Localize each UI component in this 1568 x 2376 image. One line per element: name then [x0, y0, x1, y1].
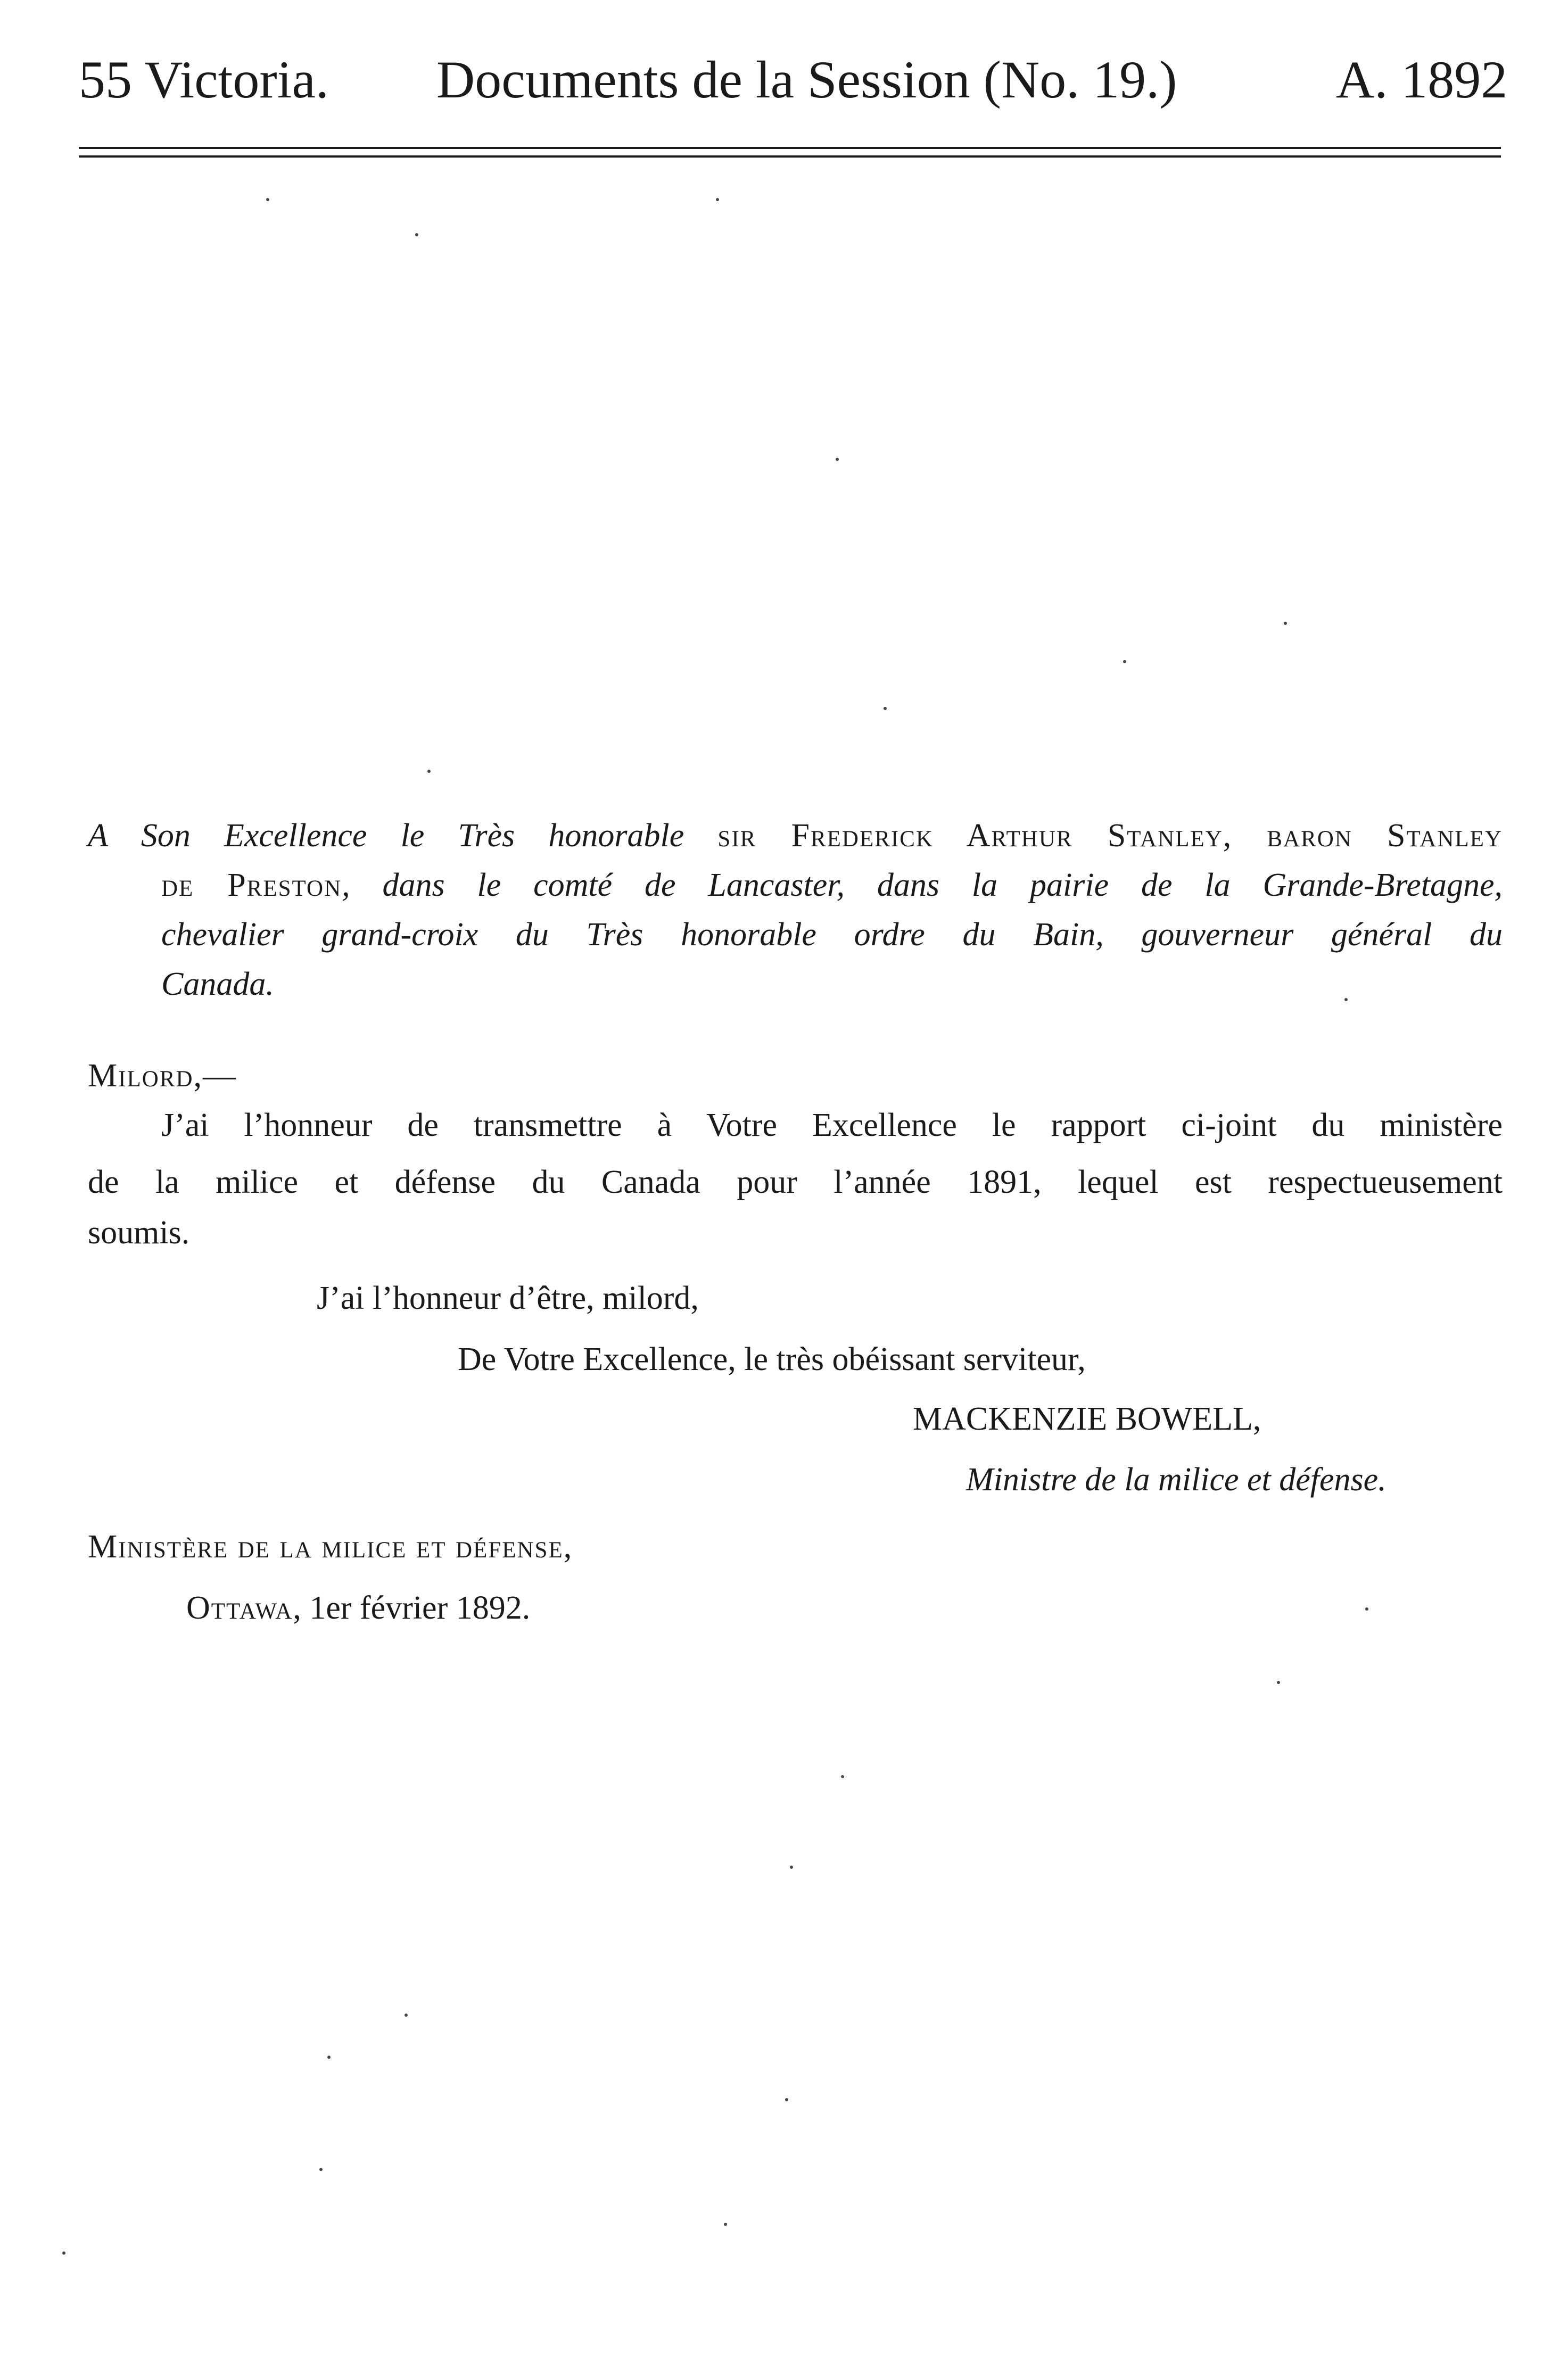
scan-speck: [62, 2251, 65, 2255]
scan-speck: [1365, 1607, 1368, 1611]
address-county: , dans le comté de Lancaster, dans la pairie de la Grande-Bretagne,: [342, 867, 1503, 903]
address-title: de Preston: [161, 867, 342, 903]
ministry-line: Ministère de la milice et défense,: [88, 1529, 573, 1565]
address-line-1: [88, 811, 1503, 861]
header-volume: 55 Victoria.: [79, 50, 329, 109]
scan-speck: [319, 2168, 323, 2171]
address-name: sir Frederick Arthur Stanley, baron Stanley: [717, 818, 1503, 854]
scan-speck: [884, 707, 887, 710]
address-line-4: Canada.: [161, 966, 274, 1002]
header-rule-bottom: [79, 155, 1501, 158]
scan-speck: [1123, 660, 1126, 663]
scan-speck: [724, 2223, 727, 2226]
place-name: Ottawa: [186, 1590, 293, 1626]
scan-speck: [1277, 1681, 1280, 1684]
date-text: , 1er février 1892.: [293, 1590, 531, 1626]
header-rule-top: [79, 147, 1501, 149]
closing-line-2: De Votre Excellence, le très obéissant serviteur,: [458, 1341, 1086, 1377]
place-date-line: [186, 1583, 530, 1633]
header-year: A. 1892: [1336, 50, 1508, 109]
body-line-2: de la milice et défense du Canada pour l’année 1891, lequel est respectueusement: [88, 1164, 1503, 1200]
closing-line-1: J’ai l’honneur d’être, milord,: [317, 1280, 699, 1316]
scan-speck: [1284, 622, 1287, 625]
scan-speck: [427, 770, 431, 773]
header-title: Documents de la Session (No. 19.): [436, 50, 1177, 109]
scan-speck: [836, 458, 839, 461]
scan-speck: [790, 1866, 793, 1869]
signature-title: Ministre de la milice et défense.: [966, 1462, 1387, 1498]
address-line-2: [161, 861, 1503, 910]
scan-speck: [327, 2056, 331, 2059]
body-line-3: soumis.: [88, 1215, 190, 1251]
scan-speck: [266, 198, 269, 201]
salutation: Milord,—: [88, 1058, 237, 1094]
scan-speck: [405, 2014, 408, 2017]
scan-speck: [841, 1775, 844, 1778]
scan-speck: [785, 2098, 788, 2101]
scan-speck: [1344, 998, 1348, 1001]
signature-name: MACKENZIE BOWELL,: [913, 1401, 1261, 1437]
scan-speck: [415, 233, 418, 236]
address-honorific: A Son Excellence le Très honorable: [88, 818, 718, 854]
scan-speck: [716, 198, 719, 201]
address-line-3: chevalier grand-croix du Très honorable ordre du Bain, gouverneur général du: [161, 917, 1503, 953]
body-line-1: J’ai l’honneur de transmettre à Votre Excellence le rapport ci-joint du ministère: [161, 1107, 1503, 1143]
